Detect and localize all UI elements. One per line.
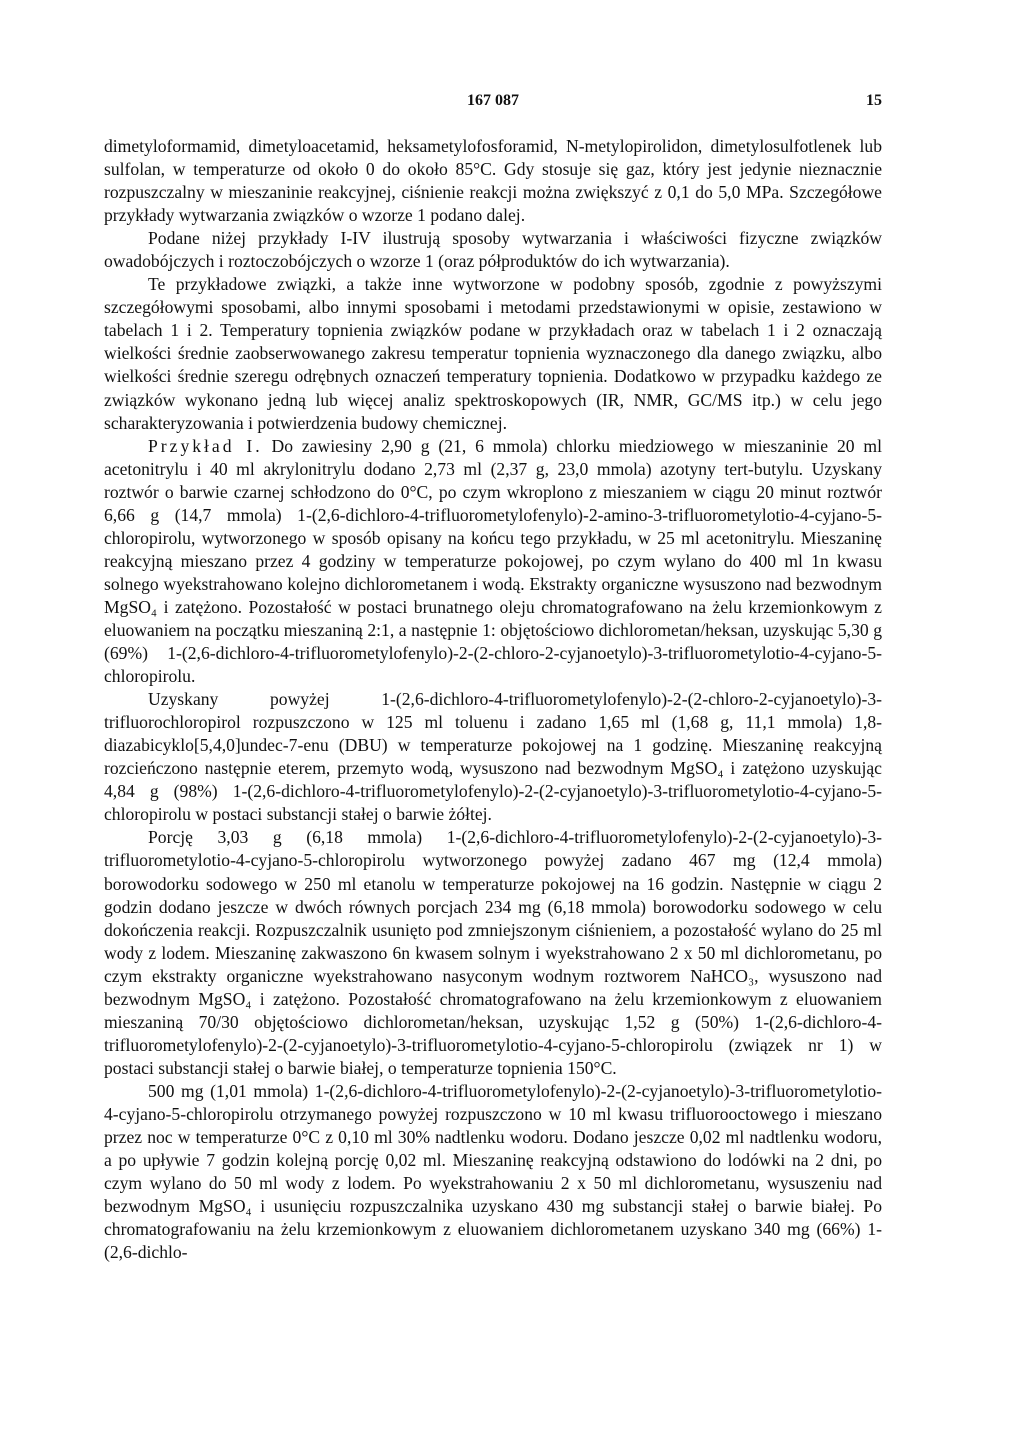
page-header: [104, 92, 882, 114]
paragraph-dbu-step: Uzyskany powyżej 1-(2,6-dichloro-4-trifluorometylofenylo)-2-(2-chloro-2-cyjanoetylo)-3-trifluorochloropirol rozpuszczono w 125 ml toluenu i zadano 1,65 ml (1,68 g, 11,1 mmola) 1,8-diazabicyklo[5,4,0]undec-7-enu (DBU) w temperaturze pokojowej na 1 godzinę. Mieszaninę reakcyjną rozcieńczono następnie eterem, przemyto wodą, wysuszono nad bezwodnym MgSO₄ i zatężono uzyskując 4,84 g (98%) 1-(2,6-dichloro-4-trifluorometylofenylo)-2-(2-cyjanoetylo)-3-trifluorometylotio-4-cyjano-5-chloropirolu w postaci substancji stałej o barwie żółtej.: [104, 689, 882, 825]
paragraph-oxidation-step: 500 mg (1,01 mmola) 1-(2,6-dichloro-4-trifluorometylofenylo)-2-(2-cyjanoetylo)-3-trifluorometylotio-4-cyjano-5-chloropirolu otrzymanego powyżej rozpuszczono w 10 ml kwasu trifluorooctowego i mieszano przez noc w temperaturze 0°C z 0,10 ml 30% nadtlenku wodoru. Dodano jeszcze 0,02 ml nadtlenku wodoru, a po upływie 7 godzin kolejną porcję 0,02 ml. Mieszaninę reakcyjną odstawiono do lodówki na 2 dni, po czym wylano do 50 ml wody z lodem. Po wyekstrahowaniu 2 x 50 ml dichlorometanu, wysuszeniu nad bezwodnym MgSO₄ i usunięciu rozpuszczalnika uzyskano 430 mg substancji stałej o barwie białej. Po chromatografowaniu na żelu krzemionkowym z eluowaniem dichlorometanem uzyskano 340 mg (66%) 1-(2,6-dichlo-: [104, 1080, 882, 1263]
example-1-text: Do zawiesiny 2,90 g (21, 6 mmola) chlorku miedziowego w mieszaninie 20 ml acetonitrylu i 40 ml akrylonitrylu dodano 2,73 ml (2,37 g, 23,0 mmola) azotyny tert-butylu. Uzyskany roztwór o barwie czarnej schłodzono do 0°C, po czym wkroplono z mieszaniem w ciągu 20 minut roztwór 6,66 g (14,7 mmola) 1-(2,6-dichloro-4-trifluorometylofenylo)-2-amino-3-trifluorometylotio-4-cyjano-5-chloropirolu, wytworzonego w sposób opisany na końcu tego przykładu, w 25 ml acetonitrylu. Mieszaninę reakcyjną mieszano przez 4 godziny w temperaturze pokojowej, po czym wylano do 400 ml 1n kwasu solnego wyekstrahowano kolejno dichlorometanem i wodą. Ekstrakty organiczne wysuszono nad bezwodnym MgSO₄ i zatężono. Pozostałość w postaci brunatnego oleju chromatografowano na żelu krzemionkowym z eluowaniem na początku mieszaniną 2:1, a następnie 1: objętościowo dichlorometan/heksan, uzyskując 5,30 g (69%) 1-(2,6-dichloro-4-trifluorometylofenylo)-2-(2-chloro-2-cyjanoetylo)-3-trifluorometylotio-4-cyjano-5-chloropirolu.: [104, 435, 882, 687]
patent-number: 167 087: [467, 92, 519, 109]
document-body: [104, 135, 882, 1264]
paragraph-borohydride-step: Porcję 3,03 g (6,18 mmola) 1-(2,6-dichloro-4-trifluorometylofenylo)-2-(2-cyjanoetylo)-3-trifluorometylotio-4-cyjano-5-chloropirolu wytworzonego powyżej zadano 467 mg (12,4 mmola) borowodorku sodowego w 250 ml etanolu w temperaturze pokojowej na 16 godzin. Następnie w ciągu 2 godzin dodano jeszcze w dwóch równych porcjach 234 mg (6,18 mmola) borowodorku sodowego w celu dokończenia reakcji. Rozpuszczalnik usunięto pod zmniejszonym ciśnieniem, a pozostałość wylano do 25 ml wody z lodem. Mieszaninę zakwaszono 6n kwasem solnym i wyekstrahowano 2 x 50 ml dichlorometanu, po czym ekstrakty organiczne wyekstrahowano nasyconym wodnym roztworem NaHCO₃, wysuszono nad bezwodnym MgSO₄ i zatężono. Pozostałość chromatografowano na żelu krzemionkowym z eluowaniem mieszaniną 70/30 objętościowo dichlorometan/heksan, uzyskując 1,52 g (50%) 1-(2,6-dichloro-4-trifluorometylofenylo)-2-(2-cyjanoetylo)-3-trifluorometylotio-4-cyjano-5-chloropirolu (związek nr 1) w postaci substancji stałej o barwie białej, o temperaturze topnienia 150°C.: [104, 827, 882, 1078]
paragraph-intro-continued: dimetyloformamid, dimetyloacetamid, heksametylofosforamid, N-metylopirolidon, dimetylosulfotlenek lub sulfolan, w temperaturze od około 0 do około 85°C. Gdy stosuje się gaz, który jest jedynie nieznacznie rozpuszczalny w mieszaninie reakcyjnej, ciśnienie reakcji można zwiększyć z 0,1 do 5,0 MPa. Szczegółowe przykłady wytwarzania związków o wzorze 1 podano dalej.: [104, 136, 882, 226]
page-number: 15: [866, 92, 882, 109]
paragraph-example-1: [104, 435, 882, 689]
paragraph-tables-description: Te przykładowe związki, a także inne wytworzone w podobny sposób, zgodnie z powyższymi szczegółowymi sposobami, albo innymi sposobami i metodami przedstawionymi w opisie, zestawiono w tabelach 1 i 2. Temperatury topnienia związków podane w przykładach oraz w tabelach 1 i 2 oznaczają wielkości średnie zaobserwowanego zakresu temperatur topnienia wyznaczonego dla danego związku, albo wielkości średnie szeregu odrębnych oznaczeń temperatury topnienia. Dodatkowo w przypadku każdego ze związków wykonano jedną lub więcej analiz spektroskopowych (IR, NMR, GC/MS itp.) w celu jego scharakteryzowania i potwierdzenia budowy chemicznej.: [104, 274, 882, 433]
example-heading: Przykład I.: [148, 435, 263, 456]
paragraph-examples-intro: Podane niżej przykłady I-IV ilustrują sposoby wytwarzania i właściwości fizyczne związków owadobójczych i roztoczobójczych o wzorze 1 (oraz półproduktów do ich wytwarzania).: [104, 228, 882, 272]
